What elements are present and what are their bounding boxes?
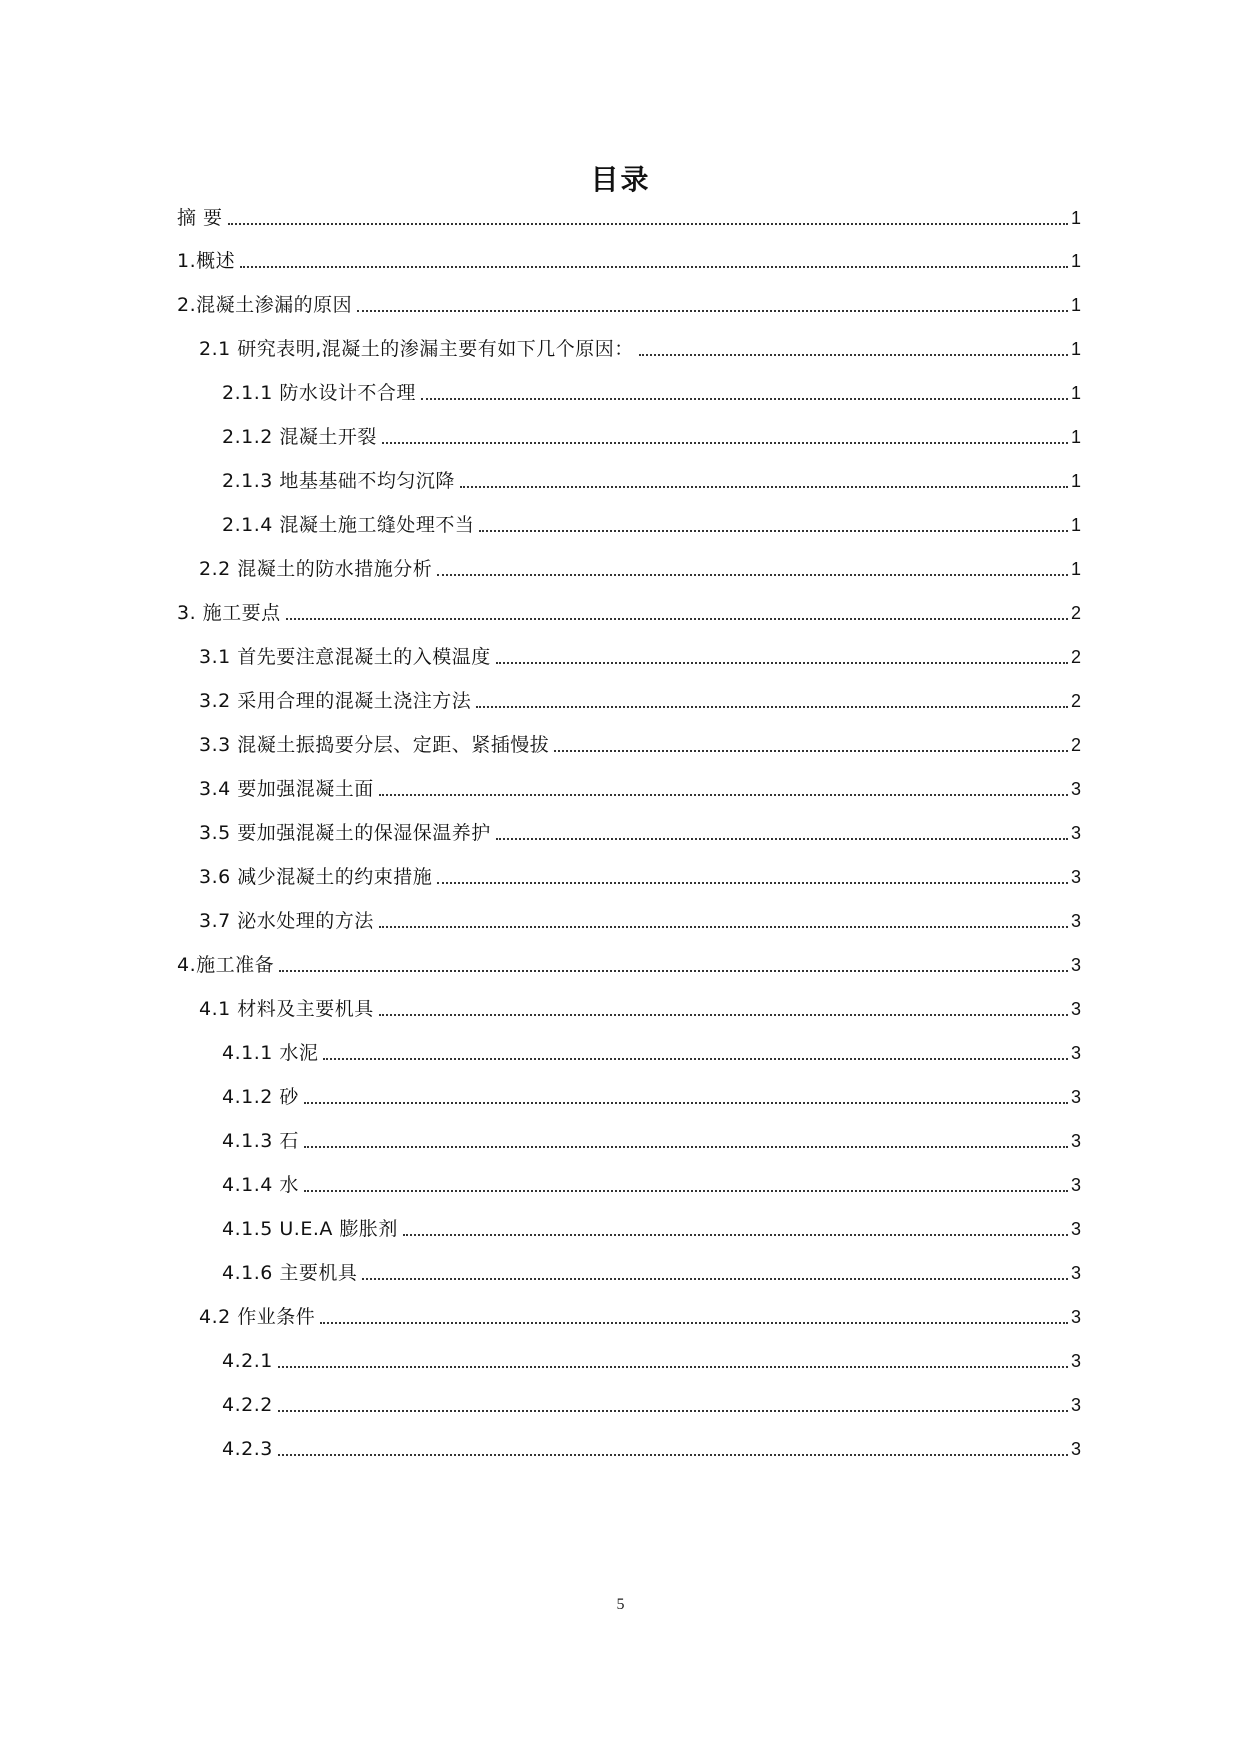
toc-entry-page: 3 bbox=[1070, 1351, 1081, 1371]
toc-dot-leader bbox=[403, 1234, 1068, 1236]
toc-entry[interactable] bbox=[199, 991, 1081, 1021]
toc-entry[interactable] bbox=[222, 1035, 1081, 1065]
toc-dot-leader bbox=[304, 1146, 1068, 1148]
page-title: 目录 bbox=[590, 163, 651, 196]
toc-dot-leader bbox=[476, 706, 1068, 708]
toc-dot-leader bbox=[286, 618, 1068, 620]
toc-dot-leader bbox=[437, 882, 1068, 884]
toc-entry-page: 2 bbox=[1070, 735, 1081, 755]
toc-dot-leader bbox=[357, 310, 1068, 312]
toc-entry-label: 2.混凝土渗漏的原因 bbox=[177, 294, 353, 316]
toc-entry-label: 3.5 要加强混凝土的保湿保温养护 bbox=[199, 822, 491, 844]
toc-entry[interactable] bbox=[222, 1079, 1081, 1109]
toc-entry-label: 4.2.1 bbox=[222, 1350, 273, 1372]
toc-entry-label: 4.2 作业条件 bbox=[199, 1306, 316, 1328]
toc-dot-leader bbox=[323, 1058, 1068, 1060]
toc-entry-label: 3.7 泌水处理的方法 bbox=[199, 910, 374, 932]
toc-dot-leader bbox=[479, 530, 1068, 532]
toc-entry[interactable] bbox=[177, 287, 1081, 317]
toc-entry-page: 3 bbox=[1070, 1395, 1081, 1415]
toc-dot-leader bbox=[228, 223, 1068, 225]
toc-entry-label: 3.2 采用合理的混凝土浇注方法 bbox=[199, 690, 472, 712]
toc-entry-page: 1 bbox=[1070, 339, 1081, 359]
toc-entry-label: 2.1.2 混凝土开裂 bbox=[222, 426, 377, 448]
toc-dot-leader bbox=[382, 442, 1068, 444]
toc-entry-label: 2.1.1 防水设计不合理 bbox=[222, 382, 416, 404]
toc-entry-label: 2.1.4 混凝土施工缝处理不当 bbox=[222, 514, 475, 536]
toc-entry[interactable] bbox=[199, 1299, 1081, 1329]
toc-entry[interactable] bbox=[222, 375, 1081, 405]
toc-entry-label: 2.2 混凝土的防水措施分析 bbox=[199, 558, 433, 580]
toc-entry-label: 2.1 研究表明,混凝土的渗漏主要有如下几个原因： bbox=[199, 338, 634, 360]
toc-entry-label: 4.2.3 bbox=[222, 1438, 273, 1460]
toc-entry[interactable] bbox=[222, 1167, 1081, 1197]
toc-entry-label: 3.6 减少混凝土的约束措施 bbox=[199, 866, 433, 888]
toc-dot-leader bbox=[496, 838, 1068, 840]
toc-entry-page: 3 bbox=[1070, 1175, 1081, 1195]
toc-entry-label: 3.4 要加强混凝土面 bbox=[199, 778, 374, 800]
toc-entry-page: 2 bbox=[1070, 647, 1081, 667]
toc-entry-label: 4.1.3 石 bbox=[222, 1130, 299, 1152]
toc-entry-page: 3 bbox=[1070, 999, 1081, 1019]
toc-entry-label: 4.1.6 主要机具 bbox=[222, 1262, 358, 1284]
toc-entry-page: 1 bbox=[1070, 251, 1081, 271]
toc-dot-leader bbox=[279, 970, 1068, 972]
toc-dot-leader bbox=[278, 1454, 1068, 1456]
toc-entry-page: 2 bbox=[1070, 603, 1081, 623]
toc-dot-leader bbox=[460, 486, 1068, 488]
toc-dot-leader bbox=[496, 662, 1068, 664]
toc-dot-leader bbox=[278, 1410, 1068, 1412]
toc-dot-leader bbox=[240, 266, 1068, 268]
toc-entry[interactable] bbox=[199, 683, 1081, 713]
toc-entry-label: 2.1.3 地基基础不均匀沉降 bbox=[222, 470, 455, 492]
toc-dot-leader bbox=[437, 574, 1068, 576]
toc-entry-label: 4.1.1 水泥 bbox=[222, 1042, 319, 1064]
toc-entry[interactable] bbox=[222, 419, 1081, 449]
toc-entry[interactable] bbox=[199, 639, 1081, 669]
toc-dot-leader bbox=[362, 1278, 1068, 1280]
toc-entry-label: 4.1.4 水 bbox=[222, 1174, 299, 1196]
toc-dot-leader bbox=[639, 354, 1068, 356]
toc-entry[interactable] bbox=[222, 1211, 1081, 1241]
toc-dot-leader bbox=[379, 794, 1068, 796]
toc-entry-page: 1 bbox=[1070, 559, 1081, 579]
toc-entry[interactable] bbox=[177, 200, 1081, 230]
toc-entry-page: 3 bbox=[1070, 867, 1081, 887]
toc-entry-page: 3 bbox=[1070, 1307, 1081, 1327]
toc-entry-page: 3 bbox=[1070, 911, 1081, 931]
toc-entry-label: 3.3 混凝土振捣要分层、定距、紧插慢拔 bbox=[199, 734, 550, 756]
toc-entry[interactable] bbox=[199, 859, 1081, 889]
toc-dot-leader bbox=[379, 1014, 1068, 1016]
page-number: 5 bbox=[616, 1596, 625, 1613]
toc-entry[interactable] bbox=[199, 331, 1081, 361]
toc-dot-leader bbox=[304, 1102, 1068, 1104]
toc-entry-page: 1 bbox=[1070, 383, 1081, 403]
toc-entry[interactable] bbox=[222, 507, 1081, 537]
toc-entry[interactable] bbox=[199, 903, 1081, 933]
toc-entry-label: 4.1.2 砂 bbox=[222, 1086, 299, 1108]
toc-entry-label: 3.1 首先要注意混凝土的入模温度 bbox=[199, 646, 491, 668]
toc-entry[interactable] bbox=[222, 1387, 1081, 1417]
toc-entry-page: 3 bbox=[1070, 1043, 1081, 1063]
toc-dot-leader bbox=[421, 398, 1068, 400]
toc-entry-label: 4.2.2 bbox=[222, 1394, 273, 1416]
toc-entry-label: 4.1.5 U.E.A 膨胀剂 bbox=[222, 1218, 398, 1240]
toc-entry[interactable] bbox=[177, 243, 1081, 273]
toc-entry-page: 1 bbox=[1070, 515, 1081, 535]
toc-entry-page: 3 bbox=[1070, 1219, 1081, 1239]
toc-entry-page: 3 bbox=[1070, 1263, 1081, 1283]
toc-dot-leader bbox=[278, 1366, 1068, 1368]
toc-entry-page: 1 bbox=[1070, 208, 1081, 228]
toc-entry-page: 1 bbox=[1070, 471, 1081, 491]
toc-entry-page: 1 bbox=[1070, 295, 1081, 315]
toc-entry[interactable] bbox=[199, 727, 1081, 757]
toc-entry[interactable] bbox=[177, 595, 1081, 625]
toc-entry[interactable] bbox=[222, 1123, 1081, 1153]
toc-entry-page: 3 bbox=[1070, 955, 1081, 975]
toc-dot-leader bbox=[320, 1322, 1068, 1324]
toc-entry[interactable] bbox=[222, 463, 1081, 493]
toc-dot-leader bbox=[554, 750, 1068, 752]
toc-entry[interactable] bbox=[222, 1255, 1081, 1285]
toc-entry[interactable] bbox=[199, 551, 1081, 581]
toc-entry-page: 3 bbox=[1070, 823, 1081, 843]
toc-entry-label: 3. 施工要点 bbox=[177, 602, 281, 624]
toc-entry-page: 3 bbox=[1070, 1131, 1081, 1151]
toc-dot-leader bbox=[304, 1190, 1068, 1192]
toc-entry-label: 1.概述 bbox=[177, 250, 236, 272]
toc-entry[interactable] bbox=[222, 1431, 1081, 1461]
toc-entry[interactable] bbox=[199, 815, 1081, 845]
toc-entry-label: 4.1 材料及主要机具 bbox=[199, 998, 374, 1020]
toc-dot-leader bbox=[379, 926, 1068, 928]
toc-entry[interactable] bbox=[199, 771, 1081, 801]
toc-entry[interactable] bbox=[222, 1343, 1081, 1373]
toc-entry-label: 摘 要 bbox=[177, 207, 223, 229]
toc-entry-label: 4.施工准备 bbox=[177, 954, 275, 976]
toc-entry-page: 2 bbox=[1070, 691, 1081, 711]
toc-entry-page: 1 bbox=[1070, 427, 1081, 447]
toc-entry-page: 3 bbox=[1070, 1439, 1081, 1459]
toc-entry[interactable] bbox=[177, 947, 1081, 977]
toc-entry-page: 3 bbox=[1070, 1087, 1081, 1107]
toc-entry-page: 3 bbox=[1070, 779, 1081, 799]
